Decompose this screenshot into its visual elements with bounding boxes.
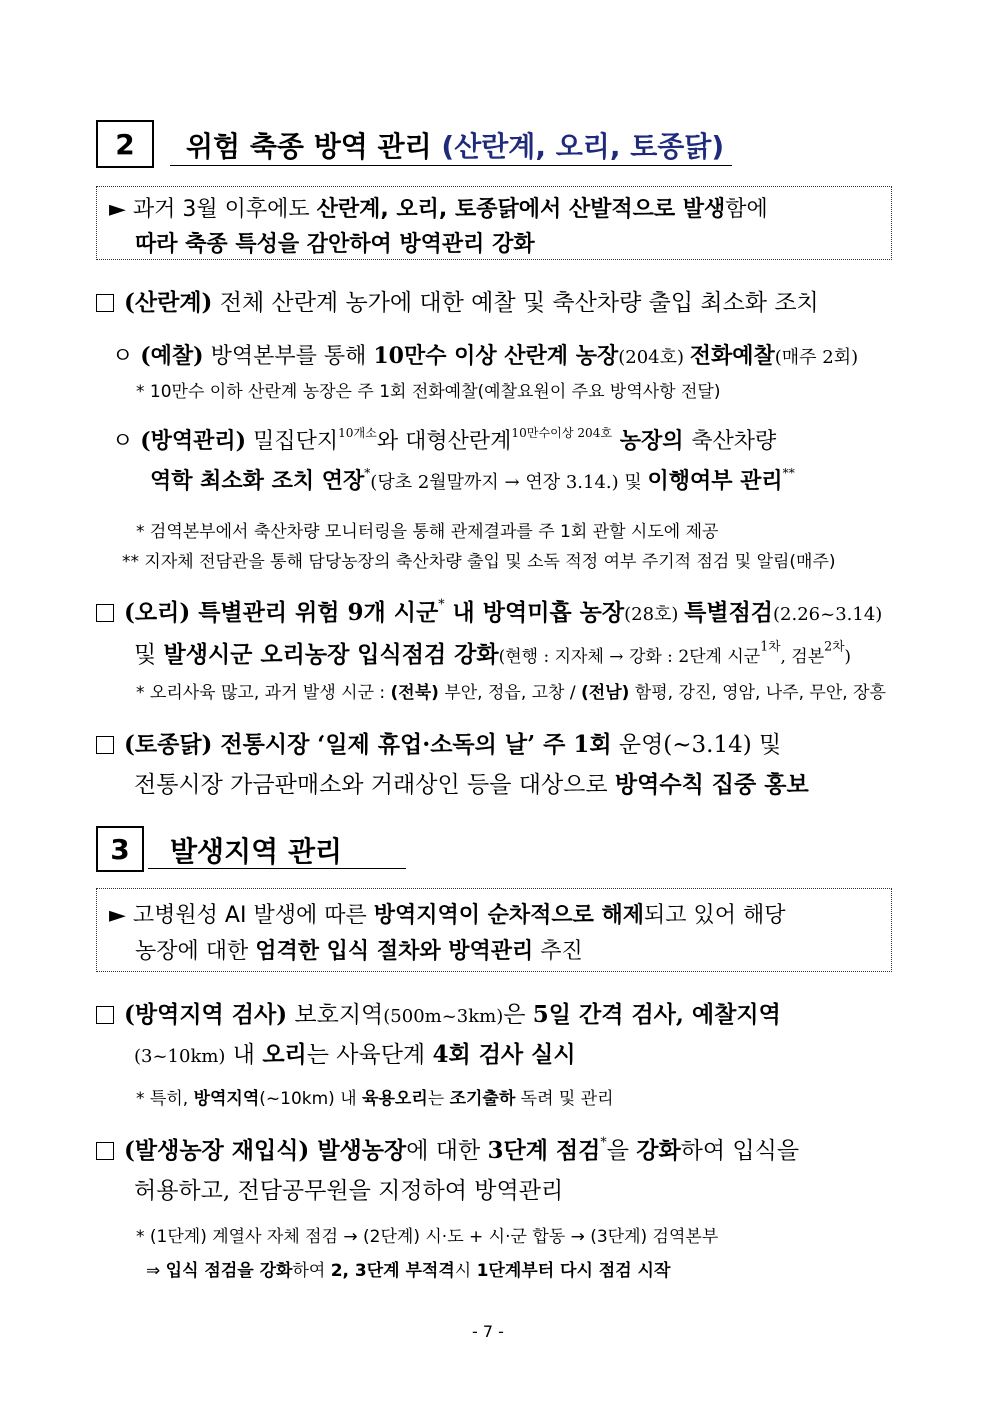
page-number: - 7 -: [472, 1322, 504, 1341]
item-ducks-line2: 및 발생시군 오리농장 입식점검 강화(현행 : 지자체 → 강화 : 2단계 시군$^{1차}$, 검본$^{2차}$): [134, 638, 852, 668]
item-restocking: (발생농장 재입식) 발생농장에 대한 3단계 점검*을 강화하여 입식을: [96, 1132, 799, 1165]
note: * 10만수 이하 산란계 농장은 주 1회 전화예찰(예찰요원이 주요 방역사항 전달): [136, 382, 721, 402]
summary-line-1: ► 고병원성 AI 발생에 따른 방역지역이 순차적으로 해제되고 있어 해당: [109, 903, 786, 928]
checkbox-icon: [96, 294, 114, 312]
checkbox-icon: [96, 604, 114, 622]
note: * (1단계) 계열사 자체 점검 → (2단계) 시·도 + 시·군 합동 → (3단계) 검역본부: [136, 1227, 719, 1247]
section-number: 2: [115, 127, 135, 161]
item-zone-inspection: (방역지역 검사) 보호지역(500m~3km)은 5일 간격 검사, 예찰지역: [96, 996, 781, 1029]
sub-item-surveillance: ㅇ (예찰) 방역본부를 통해 10만수 이상 산란계 농장(204호) 전화예찰(매주 2회): [112, 343, 859, 369]
sub-item-quarantine-management: ㅇ (방역관리) 밀집단지$^{10개소}$와 대형산란계$^{10만수이상 204호}$ 농장의 축산차량: [112, 426, 777, 454]
checkbox-icon: [96, 1142, 114, 1160]
summary-box: [96, 888, 892, 972]
circle-bullet-icon: ㅇ: [112, 344, 134, 369]
section-title: 위험 축종 방역 관리 (산란계, 오리, 토종닭): [186, 130, 725, 163]
item-restocking-line2: 허용하고, 전담공무원을 지정하여 방역관리: [134, 1178, 564, 1204]
summary-line-2: 따라 축종 특성을 감안하여 방역관리 강화: [135, 232, 535, 257]
section-number: 3: [110, 832, 130, 866]
checkbox-icon: [96, 1006, 114, 1024]
section-title-underline: [170, 165, 732, 166]
note: * 검역본부에서 축산차량 모니터링을 통해 관제결과를 주 1회 관할 시도에 제공: [136, 522, 719, 542]
summary-line-2: 농장에 대한 엄격한 입식 절차와 방역관리 추진: [135, 939, 583, 964]
section-title-underline: [148, 868, 406, 869]
item-zone-inspection-line2: (3~10km) 내 오리는 사육단계 4회 검사 실시: [134, 1041, 576, 1068]
section-number-box: [96, 826, 144, 872]
item-ducks: (오리) 특별관리 위험 9개 시군* 내 방역미흡 농장(28호) 특별점검(2.26~3.14): [96, 594, 882, 627]
item-layer-hens: (산란계) 전체 산란계 농가에 대한 예찰 및 축산차량 출입 최소화 조치: [96, 284, 819, 317]
note: ** 지자체 전담관을 통해 담당농장의 축산차량 출입 및 소독 적정 여부 주기적 점검 및 알림(매주): [122, 552, 836, 572]
summary-line-1: ► 과거 3월 이후에도 산란계, 오리, 토종닭에서 산발적으로 발생함에: [109, 197, 768, 222]
note: * 특히, 방역지역(~10km) 내 육용오리는 조기출하 독려 및 관리: [136, 1089, 614, 1109]
sub-item-quarantine-management-line2: 역학 최소화 조치 연장*(당초 2월말까지 → 연장 3.14.) 및 이행여부 관리**: [150, 466, 795, 494]
circle-bullet-icon: ㅇ: [112, 429, 134, 454]
checkbox-icon: [96, 736, 114, 754]
note-conclusion: ⇒ 입식 점검을 강화하여 2, 3단계 부적격시 1단계부터 다시 점검 시작: [146, 1261, 671, 1281]
section-number-box: [96, 120, 154, 168]
item-native-chickens-line2: 전통시장 가금판매소와 거래상인 등을 대상으로 방역수칙 집중 홍보: [134, 771, 809, 798]
note: * 오리사육 많고, 과거 발생 시군 : (전북) 부안, 정읍, 고창 / (전남) 함평, 강진, 영암, 나주, 무안, 장흥: [136, 683, 886, 703]
section-title: 발생지역 관리: [170, 835, 343, 868]
item-native-chickens: (토종닭) 전통시장 ‘일제 휴업·소독의 날’ 주 1회 운영(~3.14) 및: [96, 726, 781, 759]
summary-box: [96, 186, 892, 260]
